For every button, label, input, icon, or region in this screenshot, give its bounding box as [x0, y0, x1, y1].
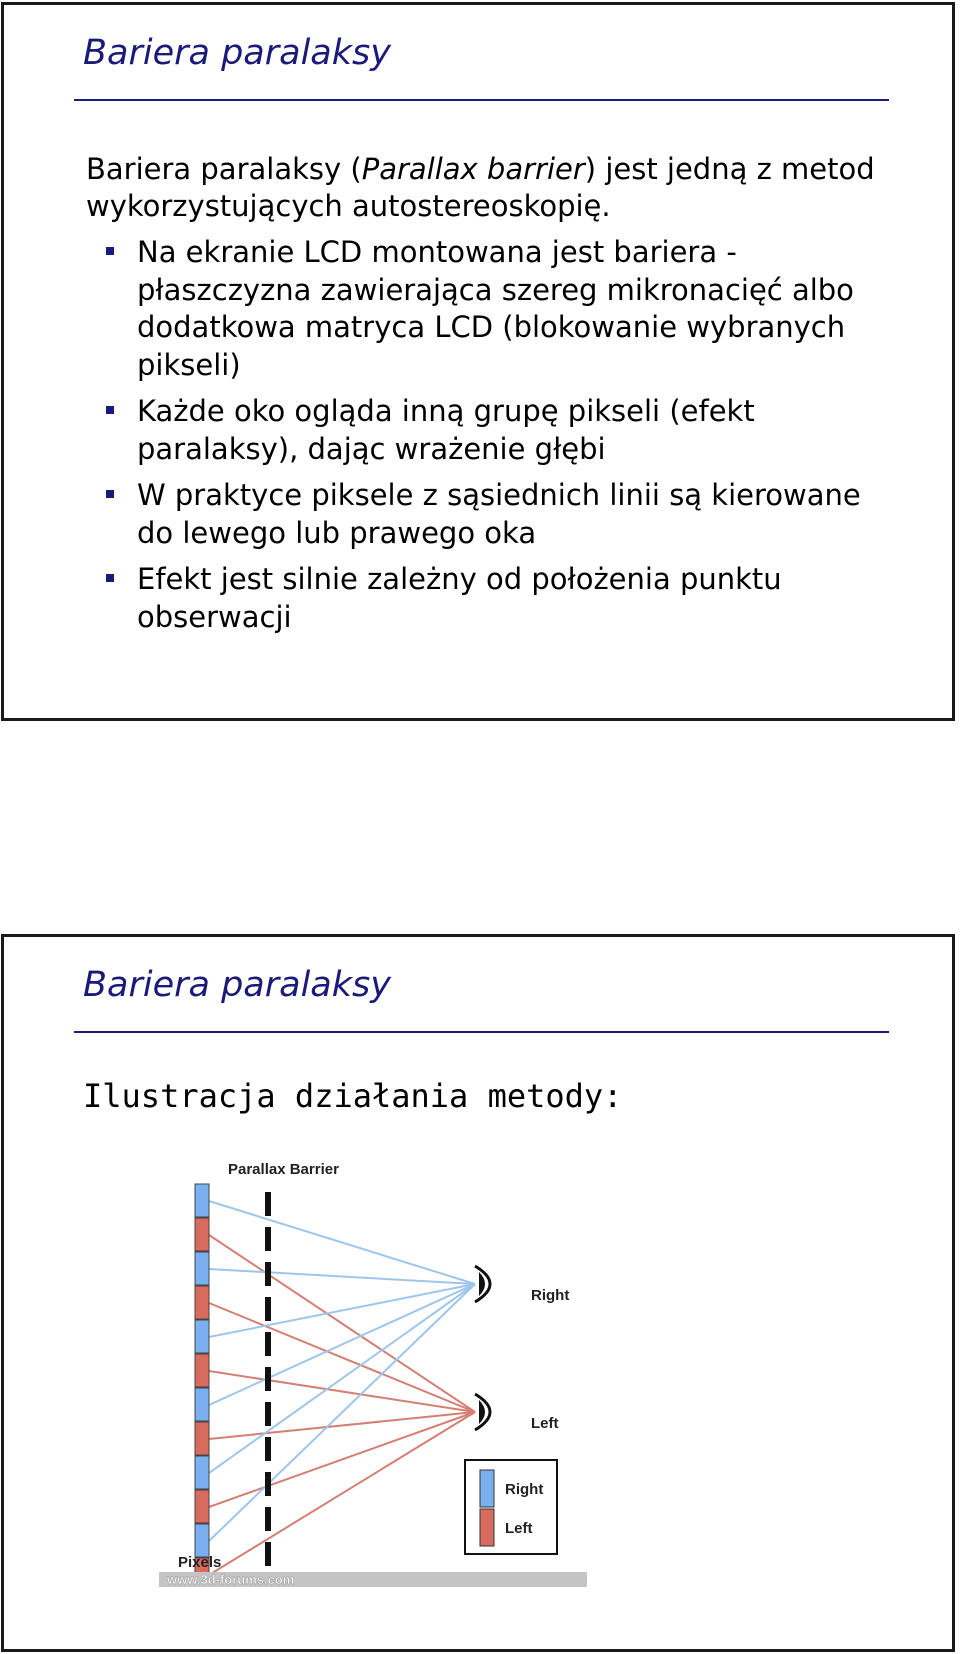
- pixel-left: [195, 1422, 209, 1455]
- pixel-left: [195, 1490, 209, 1523]
- bullet-text: Każde oko ogląda inną grupę pikseli (efekt paralaksy), dając wrażenie głębi: [137, 394, 755, 466]
- bullet-square-icon: [106, 490, 114, 498]
- pixel-right: [195, 1524, 209, 1557]
- pixel-left: [195, 1354, 209, 1387]
- pixel-left: [195, 1286, 209, 1319]
- barrier-slat: [265, 1437, 271, 1461]
- barrier-slat: [265, 1507, 271, 1531]
- barrier-slat: [265, 1297, 271, 1321]
- intro-text-italic: Parallax barrier: [361, 152, 585, 186]
- pixels-label: Pixels: [178, 1554, 222, 1571]
- legend-right-label: Right: [505, 1481, 544, 1498]
- bullet-square-icon: [106, 574, 114, 582]
- barrier-slat: [265, 1262, 271, 1286]
- slide-title: Bariera paralaksy: [83, 965, 391, 1005]
- left-eye-label: Left: [531, 1415, 559, 1432]
- watermark-text: www.3d-forums.com: [167, 1572, 295, 1587]
- intro-paragraph: [86, 151, 886, 225]
- barrier-slat: [265, 1192, 271, 1216]
- pixel-right: [195, 1184, 209, 1217]
- bullet-text: W praktyce piksele z sąsiednich linii są kierowane do lewego lub prawego oka: [137, 478, 861, 550]
- intro-text-start: Bariera paralaksy (: [86, 152, 362, 186]
- intro-text-end: ) jest jedną z metod wykorzystujących autostereoskopię.: [86, 152, 875, 223]
- barrier-slat: [265, 1367, 271, 1391]
- pixel-right: [195, 1456, 209, 1489]
- barrier-slat: [265, 1332, 271, 1356]
- pixel-right: [195, 1388, 209, 1421]
- bullet-item: [106, 477, 886, 552]
- legend-left-label: Left: [505, 1520, 533, 1537]
- pixel-column: [195, 1184, 209, 1587]
- barrier-slat: [265, 1542, 271, 1566]
- pixel-right: [195, 1252, 209, 1285]
- bullet-item: [106, 234, 886, 384]
- slide-2: [1, 934, 955, 1652]
- pixel-right: [195, 1320, 209, 1353]
- legend-right-swatch: [480, 1470, 494, 1507]
- right-eye-label: Right: [531, 1287, 570, 1304]
- slide-title: Bariera paralaksy: [83, 33, 391, 73]
- bullet-square-icon: [106, 406, 114, 414]
- barrier-slat: [265, 1402, 271, 1426]
- barrier-label: Parallax Barrier: [228, 1161, 339, 1178]
- parallax-barrier-diagram: [159, 1142, 629, 1587]
- title-divider: [74, 1031, 889, 1033]
- barrier-slat: [265, 1227, 271, 1251]
- bullet-list: [106, 234, 886, 645]
- legend-box: [465, 1460, 557, 1554]
- slide-1: [1, 2, 955, 721]
- pixel-left: [195, 1218, 209, 1251]
- bullet-item: [106, 393, 886, 468]
- bullet-text: Na ekranie LCD montowana jest bariera - płaszczyzna zawierająca szereg mikronacięć albo dodatkowa matryca LCD (blokowanie wybranych pikseli): [137, 235, 854, 382]
- barrier-slits: [265, 1192, 271, 1566]
- bullet-item: [106, 561, 886, 636]
- legend-left-swatch: [480, 1509, 494, 1546]
- illustration-caption: Ilustracja działania metody:: [83, 1077, 623, 1115]
- barrier-slat: [265, 1472, 271, 1496]
- title-divider: [74, 99, 889, 101]
- bullet-text: Efekt jest silnie zależny od położenia punktu obserwacji: [137, 562, 782, 634]
- bullet-square-icon: [106, 247, 114, 255]
